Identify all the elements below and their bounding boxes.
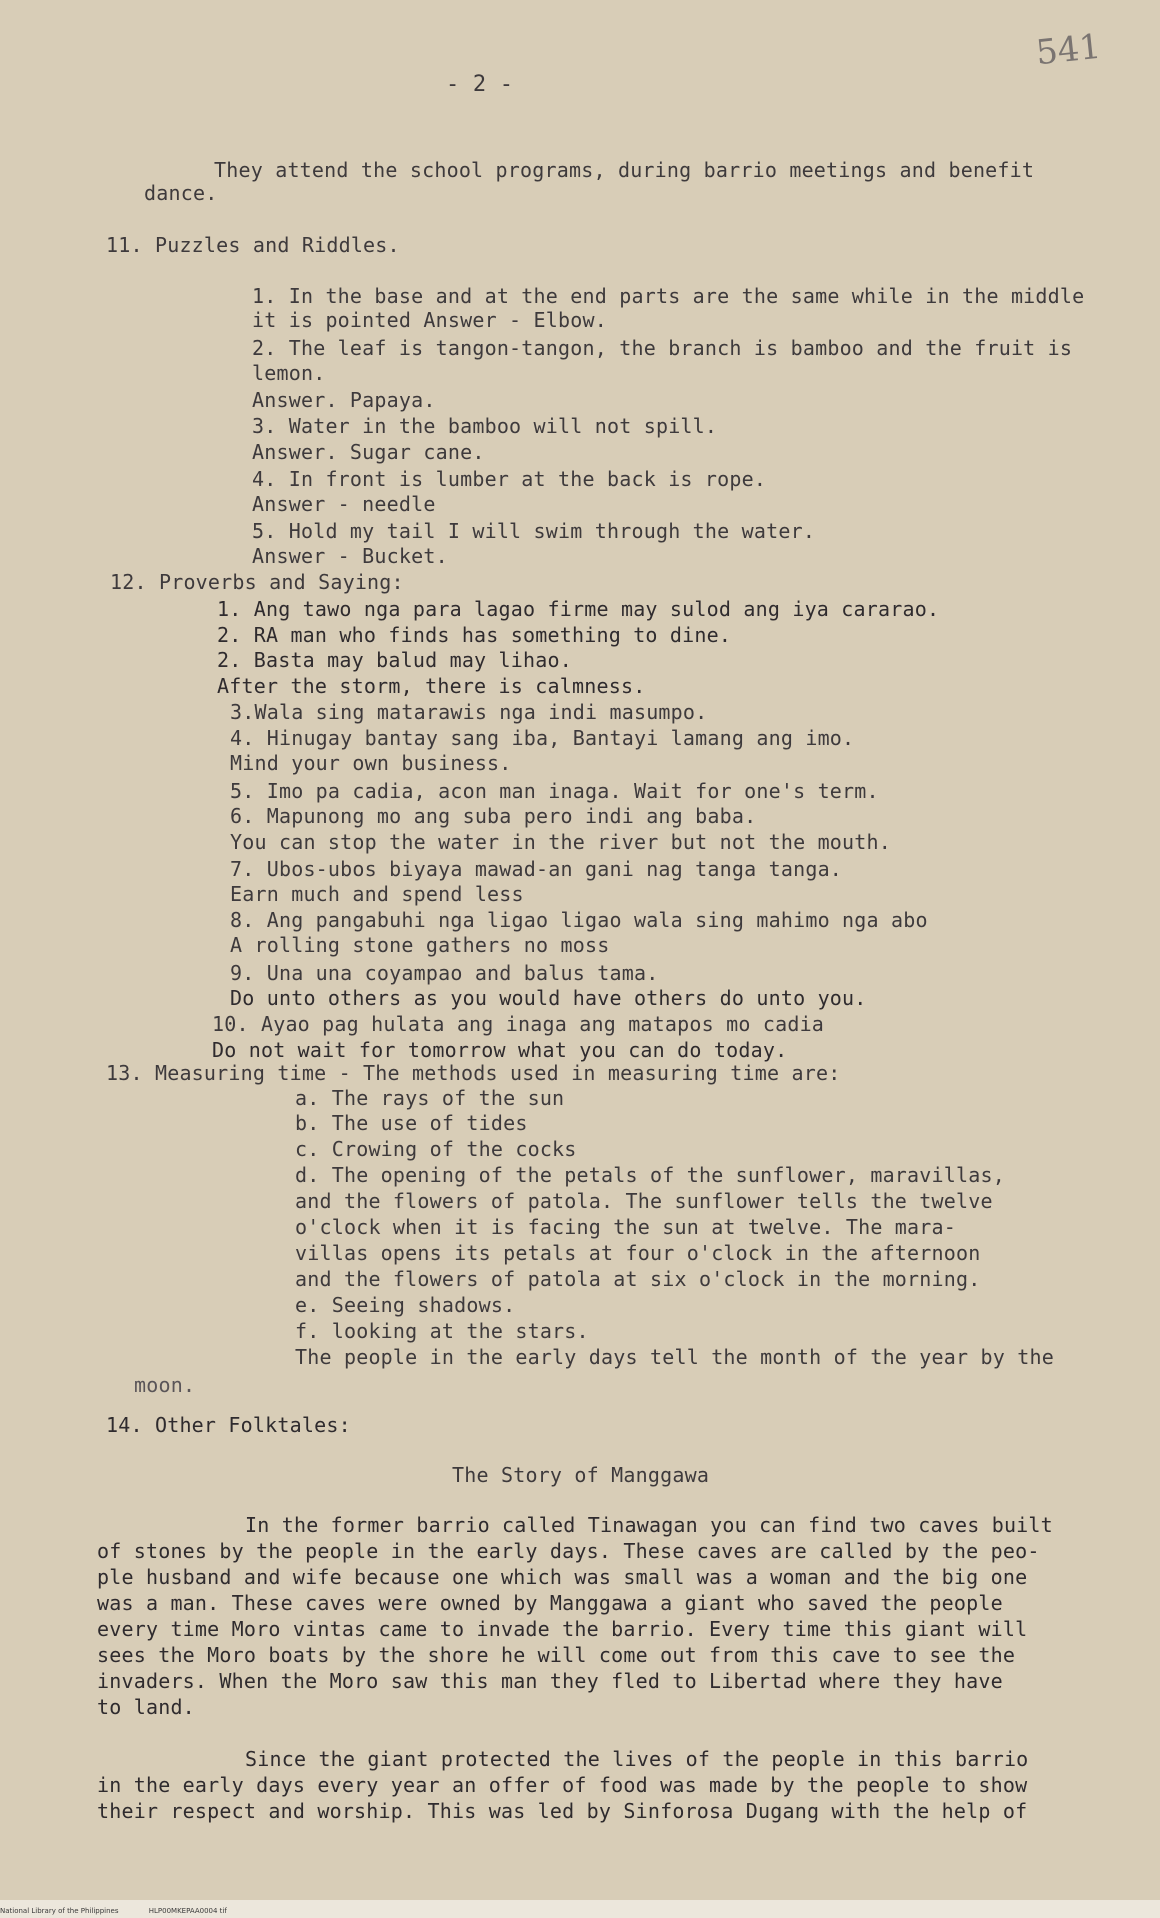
story-paragraph-1-line: to land. — [97, 1695, 195, 1719]
section-14-heading: 14. Other Folktales: — [106, 1413, 351, 1437]
proverb-line: 1. Ang tawo nga para lagao firme may sulod ang iya cararao. — [217, 597, 940, 621]
scan-footer — [0, 1906, 255, 1916]
footer-library-label: National Library of the Philippines — [0, 1907, 119, 1915]
section-11-heading: 11. Puzzles and Riddles. — [106, 233, 400, 257]
time-method-tail: moon. — [134, 1373, 196, 1397]
proverb-line: Do not wait for tomorrow what you can do today. — [212, 1038, 788, 1062]
riddle-line: it is pointed Answer - Elbow. — [252, 308, 607, 332]
proverb-line: 5. Imo pa cadia, acon man inaga. Wait for one's term. — [230, 779, 879, 803]
story-paragraph-1-line: sees the Moro boats by the shore he will come out from this cave to see the — [97, 1643, 1016, 1667]
time-method-line: The people in the early days tell the month of the year by the — [295, 1345, 1054, 1369]
riddle-line: 2. The leaf is tangon-tangon, the branch is bamboo and the fruit is — [252, 336, 1073, 360]
riddle-line: Answer - needle — [252, 492, 436, 516]
section-13-heading: 13. Measuring time - The methods used in measuring time are: — [106, 1061, 841, 1085]
time-method-line: o'clock when it is facing the sun at twelve. The mara- — [295, 1215, 957, 1239]
riddle-line: Answer. Papaya. — [252, 388, 436, 412]
story-title: The Story of Manggawa — [452, 1463, 710, 1487]
riddle-line: lemon. — [252, 361, 326, 385]
riddle-line: Answer. Sugar cane. — [252, 440, 485, 464]
handwritten-page-number: 541 — [1034, 26, 1103, 74]
proverb-line: 2. RA man who finds has something to dine. — [217, 623, 732, 647]
proverb-line: 2. Basta may balud may lihao. — [217, 648, 572, 672]
proverb-line: Earn much and spend less — [230, 882, 524, 906]
riddle-line: 4. In front is lumber at the back is rope. — [252, 467, 767, 491]
footer-file-label: HLP00MKEPAA0004 tif — [148, 1907, 227, 1915]
proverb-line: 3.Wala sing matarawis nga indi masumpo. — [230, 700, 708, 724]
proverb-line: 9. Una una coyampao and balus tama. — [230, 961, 659, 985]
time-method-line: and the flowers of patola at six o'clock in the morning. — [295, 1267, 981, 1291]
time-method-line: e. Seeing shadows. — [295, 1293, 516, 1317]
intro-line-2: dance. — [144, 181, 218, 205]
story-paragraph-1-line: In the former barrio called Tinawagan you can find two caves built — [245, 1513, 1053, 1537]
proverb-line: 4. Hinugay bantay sang iba, Bantayi lamang ang imo. — [230, 726, 855, 750]
story-paragraph-2-line: in the early days every year an offer of food was made by the people to show — [97, 1773, 1028, 1797]
time-method-line: and the flowers of patola. The sunflower tells the twelve — [295, 1189, 993, 1213]
proverb-line: After the storm, there is calmness. — [217, 674, 646, 698]
proverb-line: 10. Ayao pag hulata ang inaga ang matapos mo cadia — [212, 1012, 825, 1036]
proverb-line: 8. Ang pangabuhi nga ligao ligao wala sing mahimo nga abo — [230, 908, 928, 932]
section-12-heading: 12. Proverbs and Saying: — [110, 570, 404, 594]
story-paragraph-1-line: every time Moro vintas came to invade the barrio. Every time this giant will — [97, 1617, 1028, 1641]
proverb-line: 7. Ubos-ubos biyaya mawad-an gani nag tanga tanga. — [230, 857, 843, 881]
time-method-line: c. Crowing of the cocks — [295, 1137, 577, 1161]
story-paragraph-1-line: invaders. When the Moro saw this man they fled to Libertad where they have — [97, 1669, 1003, 1693]
time-method-line: a. The rays of the sun — [295, 1086, 565, 1110]
time-method-line: villas opens its petals at four o'clock in the afternoon — [295, 1241, 981, 1265]
time-method-line: d. The opening of the petals of the sunflower, maravillas, — [295, 1163, 1005, 1187]
riddle-line: 1. In the base and at the end parts are the same while in the middle — [252, 284, 1085, 308]
riddle-line: Answer - Bucket. — [252, 544, 448, 568]
riddle-line: 3. Water in the bamboo will not spill. — [252, 414, 718, 438]
proverb-line: A rolling stone gathers no moss — [230, 933, 610, 957]
time-method-line: f. looking at the stars. — [295, 1319, 589, 1343]
proverb-line: 6. Mapunong mo ang suba pero indi ang baba. — [230, 804, 757, 828]
intro-line-1: They attend the school programs, during barrio meetings and benefit — [214, 158, 1035, 182]
story-paragraph-2-line: Since the giant protected the lives of the people in this barrio — [245, 1747, 1029, 1771]
proverb-line: Mind your own business. — [230, 751, 512, 775]
proverb-line: Do unto others as you would have others do unto you. — [230, 986, 867, 1010]
story-paragraph-1-line: ple husband and wife because one which was small was a woman and the big one — [97, 1565, 1028, 1589]
page-number: - 2 - — [446, 72, 514, 97]
riddle-line: 5. Hold my tail I will swim through the water. — [252, 519, 816, 543]
story-paragraph-1-line: of stones by the people in the early days. These caves are called by the peo- — [97, 1539, 1040, 1563]
time-method-line: b. The use of tides — [295, 1111, 528, 1135]
story-paragraph-1-line: was a man. These caves were owned by Manggawa a giant who saved the people — [97, 1591, 1003, 1615]
story-paragraph-2-line: their respect and worship. This was led by Sinforosa Dugang with the help of — [97, 1799, 1028, 1823]
proverb-line: You can stop the water in the river but not the mouth. — [230, 830, 892, 854]
